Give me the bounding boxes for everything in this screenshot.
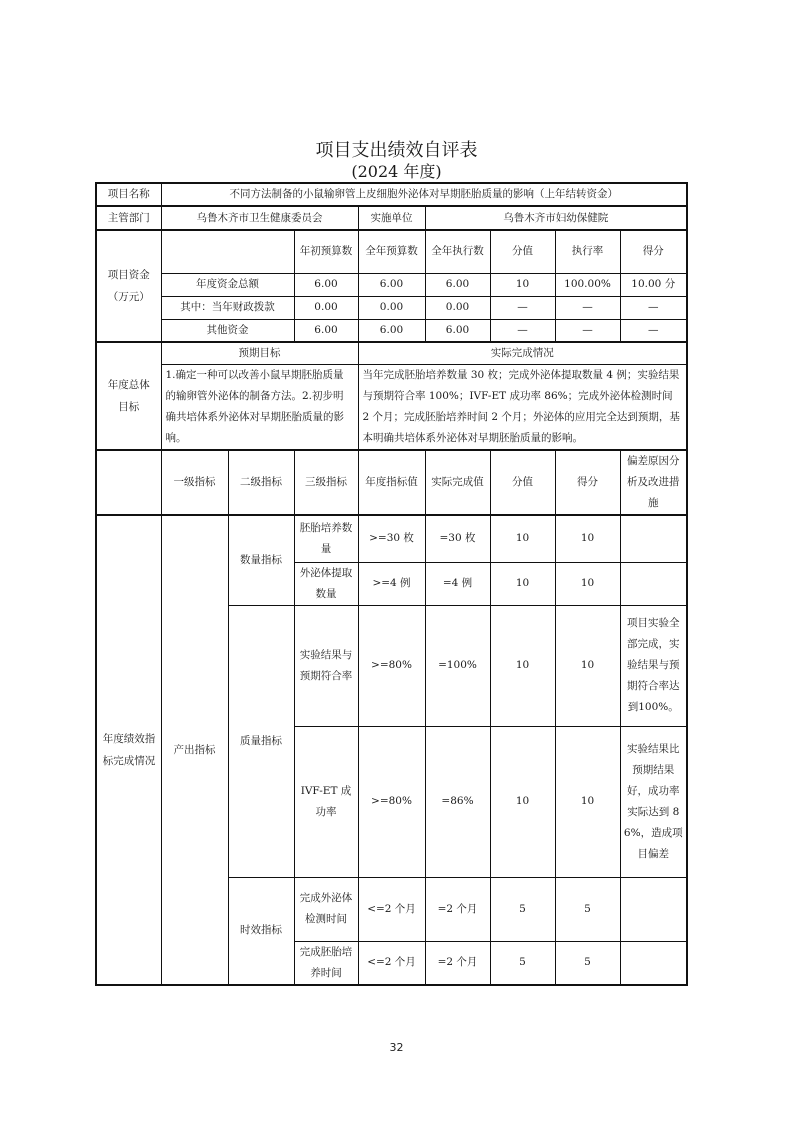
- indicator-header-blank: [96, 450, 161, 515]
- funds-header-initial: 年初预算数: [294, 230, 358, 273]
- weight-value: 10: [490, 562, 555, 605]
- department-row: [96, 206, 687, 230]
- goals-label-text: 年度总体目标: [107, 378, 150, 413]
- funds-header-annual: 全年预算数: [358, 230, 425, 273]
- actual-value: =2 个月: [425, 877, 490, 941]
- performance-section-label: [96, 515, 161, 985]
- score-value: 5: [555, 941, 620, 985]
- level3-indicator: 完成外泌体检测时间: [294, 877, 358, 941]
- project-name-label: 项目名称: [96, 183, 161, 206]
- score-value: 10: [555, 562, 620, 605]
- funds-label: [96, 230, 161, 342]
- fund-initial: 0.00: [294, 296, 358, 319]
- weight-value: 5: [490, 941, 555, 985]
- funds-row: [96, 273, 687, 296]
- header-deviation: 偏差原因分析及改进措施: [620, 450, 687, 515]
- page-number: 32: [389, 1041, 404, 1054]
- fund-name: 年度资金总额: [161, 273, 294, 296]
- actual-value: =30 枚: [425, 515, 490, 562]
- weight-value: 5: [490, 877, 555, 941]
- weight-value: 10: [490, 605, 555, 726]
- target-value: <=2 个月: [358, 941, 425, 985]
- document-title: 项目支出绩效自评表: [315, 140, 478, 161]
- target-value: >=4 例: [358, 562, 425, 605]
- fund-executed: 0.00: [425, 296, 490, 319]
- deviation-text: [620, 562, 687, 605]
- score-value: 5: [555, 877, 620, 941]
- level3-indicator: 外泌体提取数量: [294, 562, 358, 605]
- project-name-value: 不同方法制备的小鼠输卵管上皮细胞外泌体对早期胚胎质量的影响（上年结转资金）: [161, 183, 687, 206]
- fund-annual: 6.00: [358, 273, 425, 296]
- funds-label-text: 项目资金（万元）: [107, 268, 150, 303]
- dept-value: 乌鲁木齐市卫生健康委员会: [161, 206, 358, 230]
- actual-completion-text: 当年完成胚胎培养数量 30 枚；完成外泌体提取数量 4 例；实验结果与预期符合率 100%；IVF-ET 成功率 86%；完成外泌体检测时间 2 个月；完成胚胎培养时间 2 个月；外泌体的应用完全达到预期，基本明确共培体系外泌体对早期胚胎质量的影响。: [358, 364, 687, 450]
- fund-rate: 100.00%: [555, 273, 620, 296]
- header-level2: 二级指标: [228, 450, 294, 515]
- score-value: 10: [555, 605, 620, 726]
- funds-row: [96, 296, 687, 319]
- deviation-text: [620, 515, 687, 562]
- goals-header-row: [96, 342, 687, 365]
- funds-header-executed: 全年执行数: [425, 230, 490, 273]
- funds-row: [96, 319, 687, 342]
- deviation-text: 实验结果比预期结果好，成功率实际达到 86%，造成项目偏差: [620, 726, 687, 877]
- fund-weight: —: [490, 296, 555, 319]
- fund-rate: —: [555, 319, 620, 342]
- impl-unit-value: 乌鲁木齐市妇幼保健院: [425, 206, 687, 230]
- fund-rate: —: [555, 296, 620, 319]
- header-level1: 一级指标: [161, 450, 228, 515]
- indicator-row: [96, 515, 687, 562]
- fund-name: 其他资金: [161, 319, 294, 342]
- actual-completion-header: 实际完成情况: [358, 342, 687, 365]
- funds-header-blank: [161, 230, 294, 273]
- fund-name: 其中：当年财政拨款: [161, 296, 294, 319]
- target-value: >=30 枚: [358, 515, 425, 562]
- actual-value: =4 例: [425, 562, 490, 605]
- header-score: 得分: [555, 450, 620, 515]
- goals-content-row: [96, 364, 687, 450]
- level1-indicator: 产出指标: [161, 515, 228, 985]
- funds-header-row: [96, 230, 687, 273]
- weight-value: 10: [490, 515, 555, 562]
- level2-indicator: 数量指标: [228, 515, 294, 605]
- expected-goal-text: 1.确定一种可以改善小鼠早期胚胎质量的输卵管外泌体的制备方法。2.初步明确共培体系外泌体对早期胚胎质量的影响。: [161, 364, 358, 450]
- level2-indicator: 质量指标: [228, 605, 294, 877]
- document-subtitle: (2024 年度): [351, 162, 442, 181]
- fund-initial: 6.00: [294, 319, 358, 342]
- header-level3: 三级指标: [294, 450, 358, 515]
- fund-annual: 6.00: [358, 319, 425, 342]
- deviation-text: 项目实验全部完成，实验结果与预期符合率达到100%。: [620, 605, 687, 726]
- target-value: >=80%: [358, 726, 425, 877]
- performance-section-text: 年度绩效指标完成情况: [102, 733, 156, 767]
- fund-weight: —: [490, 319, 555, 342]
- performance-evaluation-table: [95, 182, 688, 986]
- fund-executed: 6.00: [425, 319, 490, 342]
- weight-value: 10: [490, 726, 555, 877]
- level3-indicator: 胚胎培养数量: [294, 515, 358, 562]
- impl-unit-label: 实施单位: [358, 206, 425, 230]
- level3-indicator: IVF-ET 成功率: [294, 726, 358, 877]
- indicator-header-row: [96, 450, 687, 515]
- level2-indicator: 时效指标: [228, 877, 294, 985]
- project-name-row: [96, 183, 687, 206]
- deviation-text: [620, 941, 687, 985]
- target-value: <=2 个月: [358, 877, 425, 941]
- header-weight: 分值: [490, 450, 555, 515]
- fund-score: —: [620, 319, 687, 342]
- expected-goal-header: 预期目标: [161, 342, 358, 365]
- level3-indicator: 实验结果与预期符合率: [294, 605, 358, 726]
- fund-score: —: [620, 296, 687, 319]
- funds-header-score: 得分: [620, 230, 687, 273]
- funds-header-weight: 分值: [490, 230, 555, 273]
- funds-header-rate: 执行率: [555, 230, 620, 273]
- actual-value: =2 个月: [425, 941, 490, 985]
- fund-annual: 0.00: [358, 296, 425, 319]
- dept-label: 主管部门: [96, 206, 161, 230]
- fund-weight: 10: [490, 273, 555, 296]
- header-target: 年度指标值: [358, 450, 425, 515]
- actual-value: =86%: [425, 726, 490, 877]
- deviation-text: [620, 877, 687, 941]
- goals-label: [96, 342, 161, 451]
- fund-initial: 6.00: [294, 273, 358, 296]
- fund-score: 10.00 分: [620, 273, 687, 296]
- level3-indicator: 完成胚胎培养时间: [294, 941, 358, 985]
- actual-value: =100%: [425, 605, 490, 726]
- score-value: 10: [555, 515, 620, 562]
- score-value: 10: [555, 726, 620, 877]
- fund-executed: 6.00: [425, 273, 490, 296]
- header-actual: 实际完成值: [425, 450, 490, 515]
- target-value: >=80%: [358, 605, 425, 726]
